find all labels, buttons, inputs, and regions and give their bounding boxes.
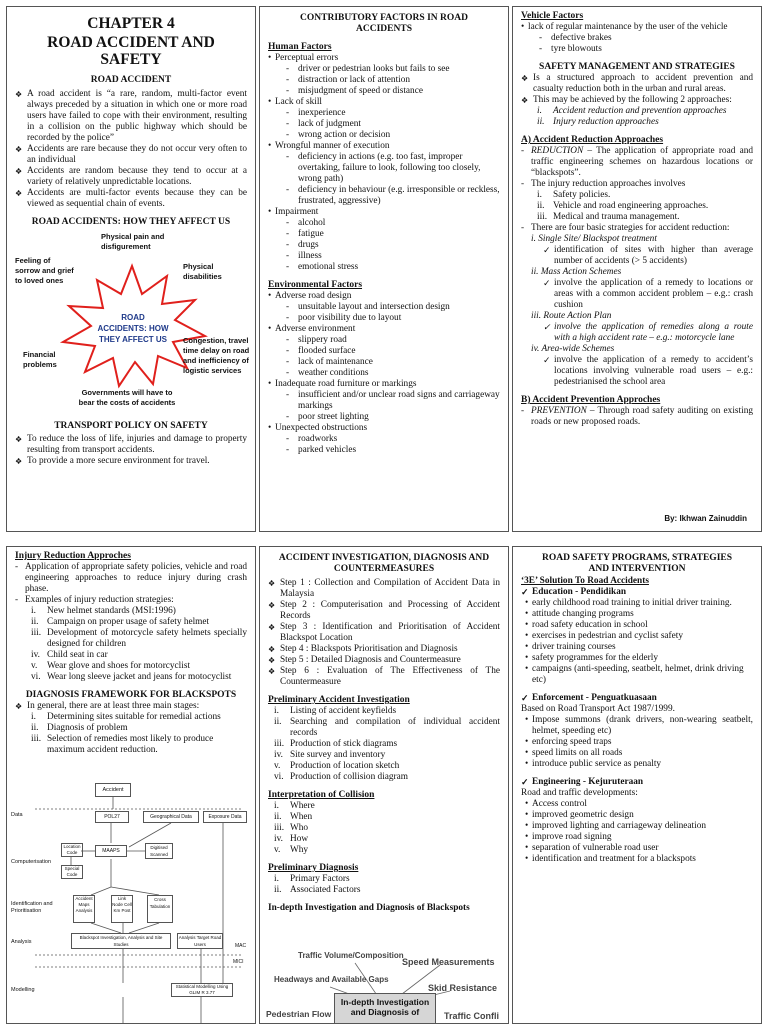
enforcement-lead: Based on Road Transport Act 1987/1999. <box>521 704 675 714</box>
list-item: - Examples of injury reduction strategies: <box>15 595 247 606</box>
policy-list <box>15 434 247 467</box>
list-item: • Impose summons (drank drivers, non-wearing seatbelt, helmet, speeding etc) <box>525 715 753 737</box>
list-item: ❖ Step 4 : Blackspots Prioritisation and Diagnosis <box>268 644 500 655</box>
list-item: - driver or pedestrian looks but fails to see <box>268 64 500 75</box>
list-item: • improved lighting and carriageway delineation <box>525 821 753 832</box>
list-item: • identification and treatment for a blackspots <box>525 854 753 865</box>
list-item: - REDUCTION – The application of appropriate road and traffic engineering schemes on hazardous locations or “blackspots”. <box>521 146 753 179</box>
list-item: ii. When <box>274 812 313 822</box>
list-item: - The injury reduction approaches involves <box>521 179 753 190</box>
list-item: - unsuitable layout and intersection design <box>268 302 500 313</box>
effect-sorrow: Feeling of sorrow and grief to loved ones <box>15 256 74 285</box>
list-item: • Lack of skill <box>268 97 500 108</box>
list-item: • improved geometric design <box>525 810 753 821</box>
list-item: ii. Injury reduction approaches <box>537 117 659 127</box>
flow-label-mici: MICI <box>233 959 244 965</box>
panel-safety-management <box>512 6 762 532</box>
accident-prevention-heading: B) Accident Prevention Approches <box>521 395 661 405</box>
list-item: • Wrongful manner of execution <box>268 141 500 152</box>
strategy-1: i. Single Site/ Blackspot treatment <box>531 234 657 244</box>
list-item: - parked vehicles <box>268 445 500 456</box>
list-item: iv. Site survey and inventory <box>274 750 386 760</box>
list-item: • Perceptual errors <box>268 53 500 64</box>
human-factors-heading: Human Factors <box>268 42 332 52</box>
preliminary-investigation-heading: Preliminary Accident Investigation <box>268 695 410 705</box>
list-item: • improve road signing <box>525 832 753 843</box>
list-item: ii. Vehicle and road engineering approaches. <box>537 201 709 211</box>
list-item: • early childhood road training to initial driver training. <box>525 598 753 609</box>
list-item: - PREVENTION – Through road safety auditing on existing roads or new proposed roads. <box>521 406 753 428</box>
indepth-heading: In-depth Investigation and Diagnosis of Blackspots <box>268 903 470 913</box>
list-item: ❖ To reduce the loss of life, injuries and damage to property resulting from transport accidents. <box>15 434 247 456</box>
list-item: • Adverse environment <box>268 324 500 335</box>
list-item: • Access control <box>525 799 753 810</box>
list-item: ii. Campaign on proper usage of safety helmet <box>31 617 210 627</box>
diagnosis-heading: DIAGNOSIS FRAMEWORK FOR BLACKSPOTS <box>25 690 237 700</box>
list-item: v. Why <box>274 845 309 855</box>
list-item: i. Listing of accident keyfields <box>274 706 397 716</box>
list-item: • speed limits on all roads <box>525 748 753 759</box>
preliminary-diagnosis-heading: Preliminary Diagnosis <box>268 863 359 873</box>
list-item: - deficiency in actions (e.g. too fast, improper overtaking, failure to look, following too closely, wrong path) <box>268 152 500 185</box>
flow-box-blackspot: Blackspot Investigation, Analysis and Site Studies <box>71 933 171 949</box>
effect-government: Governments will have to bear the costs of accidents <box>78 388 176 407</box>
list-item: iii. Selection of remedies most likely to produce maximum accident reduction. <box>31 734 214 755</box>
list-item: - distraction or lack of attention <box>268 75 500 86</box>
list-item: iv. How <box>274 834 309 844</box>
list-item: iii. Who <box>274 823 309 833</box>
diagram-pedestrian: Pedestrian Flow <box>266 1009 332 1019</box>
flow-box-accident-maps: Accident Maps Analysis <box>73 895 95 923</box>
list-item: • enforcing speed traps <box>525 737 753 748</box>
affect-heading: ROAD ACCIDENTS: HOW THEY AFFECT US <box>31 217 231 227</box>
flow-box-maaps: MAAPS <box>95 845 127 857</box>
list-item: ❖ Step 3 : Identification and Prioritisation of Accident Blackspot Location <box>268 622 500 644</box>
affect-diagram <box>15 232 250 417</box>
list-item: - alcohol <box>268 218 500 229</box>
list-item: - There are four basic strategies for accident reduction: <box>521 223 753 234</box>
list-item: ✓ Enforcement - Penguatkuasaan <box>521 693 753 704</box>
flow-label-modelling: Modelling <box>11 987 35 993</box>
author-signature: By: Ikhwan Zainuddin <box>664 514 747 523</box>
list-item: vi. Production of collision diagram <box>274 772 408 782</box>
list-item: • attitude changing programs <box>525 609 753 620</box>
list-item: • separation of vulnerable road user <box>525 843 753 854</box>
list-item: i. Where <box>274 801 315 811</box>
strategy-3: iii. Route Action Plan <box>531 311 612 321</box>
list-item: • lack of regular maintenance by the user of the vehicle <box>521 22 753 33</box>
diagram-traffic-volume: Traffic Volume/Composition <box>298 951 404 960</box>
strategy-4: iv. Area-wide Schemes <box>531 344 615 354</box>
effect-congestion: Congestion, travel time delay on road and inefficiency of logistic services <box>183 336 250 375</box>
list-item: - drugs <box>268 240 500 251</box>
list-item: ii. Associated Factors <box>274 885 361 895</box>
panel-accident-investigation <box>259 546 509 1024</box>
diagram-speed: Speed Measurements <box>402 957 495 967</box>
panel-contributory-factors <box>259 6 509 532</box>
list-item: - Application of appropriate safety policies, vehicle and road engineering approaches to reduce injury during crash phase. <box>15 562 247 595</box>
list-item: - weather conditions <box>268 368 500 379</box>
list-item: - wrong action or decision <box>268 130 500 141</box>
list-item: iii. Production of stick diagrams <box>274 739 398 749</box>
diagnosis-flowchart <box>11 783 251 1023</box>
list-item: ii. Diagnosis of problem <box>31 723 128 733</box>
list-item: - roadworks <box>268 434 500 445</box>
list-item: - lack of maintenance <box>268 357 500 368</box>
flow-box-link-node: Link Node Cell Km Post <box>111 895 133 923</box>
flow-box-location: Location Code <box>61 843 83 857</box>
list-item: iii. Medical and trauma management. <box>537 212 680 222</box>
list-item: - flooded surface <box>268 346 500 357</box>
injury-reduction-heading: Injury Reduction Approches <box>15 551 131 561</box>
list-item: v. Production of location sketch <box>274 761 400 771</box>
flow-box-geo: Geographical Data <box>143 811 199 823</box>
list-item: - misjudgment of speed or distance <box>268 86 500 97</box>
interpretation-heading: Interpretation of Collision <box>268 790 375 800</box>
star-label: ROAD ACCIDENTS: HOW THEY AFFECT US <box>97 313 169 344</box>
factors-heading: CONTRIBUTORY FACTORS IN ROAD ACCIDENTS <box>300 13 468 34</box>
diagram-center-box: In-depth Investigation and Diagnosis of <box>334 993 436 1024</box>
list-item: i. Safety policies. <box>537 190 611 200</box>
list-item: ✓ Engineering - Kejuruteraan <box>521 777 753 788</box>
list-item: vi. Wear long sleeve jacket and jeans for motocyclist <box>31 672 232 682</box>
list-item: ❖ Step 2 : Computerisation and Processing of Accident Records <box>268 600 500 622</box>
list-item: - poor street lighting <box>268 412 500 423</box>
list-item: ❖ Accidents are multi-factor events because they can be viewed as sequential chain of events. <box>15 188 247 210</box>
flow-label-data: Data <box>11 812 23 818</box>
investigation-heading: ACCIDENT INVESTIGATION, DIAGNOSIS AND COUNTERMEASURES <box>278 553 490 574</box>
list-item: ❖ Is a structured approach to accident prevention and casualty reduction both in the urban and rural areas. <box>521 73 753 95</box>
list-item: - defective brakes <box>521 33 753 44</box>
vehicle-factors-heading: Vehicle Factors <box>521 11 584 21</box>
list-item: • Unexpected obstructions <box>268 423 500 434</box>
flow-box-special: Special Code <box>61 865 83 879</box>
flow-box-digitised: Digitised Scanned <box>145 843 173 859</box>
flow-label-computerisation: Computerisation <box>11 859 52 865</box>
effect-financial: Financial problems <box>23 350 57 369</box>
flow-box-cross: Cross Tabulation <box>147 895 173 923</box>
list-item: • driver training courses <box>525 642 753 653</box>
list-item: ❖ In general, there are at least three main stages: <box>15 701 247 712</box>
list-item: ❖ Accidents are rare because they do not occur very often to an individual <box>15 144 247 166</box>
road-accident-heading: ROAD ACCIDENT <box>90 75 172 85</box>
list-item: ✓ identification of sites with higher than average number of accidents (> 5 accidents) <box>543 245 753 267</box>
list-item: ii. Searching and compilation of individual accident records <box>274 717 500 738</box>
list-item: • Adverse road design <box>268 291 500 302</box>
policy-heading: TRANSPORT POLICY ON SAFETY <box>54 421 208 431</box>
environmental-factors-heading: Environmental Factors <box>268 280 363 290</box>
list-item: • Impairment <box>268 207 500 218</box>
diagram-skid: Skid Resistance <box>428 983 498 993</box>
flow-box-target: Analysis Target Road Users <box>178 935 222 947</box>
list-item: - tyre blowouts <box>521 44 753 55</box>
accident-reduction-heading: A) Accident Reduction Approaches <box>521 135 664 145</box>
list-item: - slippery road <box>268 335 500 346</box>
flow-box-accident: Accident <box>95 783 131 797</box>
list-item: i. Determining sites suitable for remedial actions <box>31 712 221 722</box>
three-e-heading: ‘3E’ Solution To Road Accidents <box>521 576 649 586</box>
list-item: • campaigns (anti-speeding, seatbelt, helmet, drink driving etc) <box>525 664 753 686</box>
list-item: i. Primary Factors <box>274 874 350 884</box>
list-item: ❖ A road accident is “a rare, random, multi-factor event always preceded by a situation in which one or more road users have failed to cope with their environment, resulting in a collision on the public highway which should be recorded by the police” <box>15 89 247 144</box>
list-item: ❖ Step 6 : Evaluation of The Effectiveness of The Countermeasure <box>268 666 500 688</box>
list-item: iv. Child seat in car <box>31 650 108 660</box>
list-item: i. Accident reduction and prevention approaches <box>537 106 727 116</box>
panel-road-accident <box>6 6 256 532</box>
effect-disabilities: Physical disabilities <box>183 262 222 281</box>
panel-injury-reduction <box>6 546 256 1024</box>
diagram-traffic-conflict: Traffic Confli <box>444 1011 500 1021</box>
list-item: • road safety education in school <box>525 620 753 631</box>
chapter-title: ROAD ACCIDENT AND SAFETY <box>47 34 215 68</box>
list-item: • safety programmes for the elderly <box>525 653 753 664</box>
list-item: i. New helmet standards (MSI:1996) <box>31 606 176 616</box>
flow-label-mac: MAC <box>235 943 247 949</box>
strategy-2: ii. Mass Action Schemes <box>531 267 622 277</box>
list-item: • introduce public service as penalty <box>525 759 753 770</box>
indepth-diagram <box>260 949 509 1024</box>
flow-label-analysis: Analysis <box>11 939 32 945</box>
list-item: • exercises in pedestrian and cyclist safety <box>525 631 753 642</box>
definition-list <box>15 89 247 210</box>
list-item: - fatigue <box>268 229 500 240</box>
list-item: iii. Development of motorcycle safety helmets specially designed for children <box>31 628 247 649</box>
list-item: ✓ involve the application of remedies along a route with a high accident rate – e.g.: motorcycle lane <box>543 322 753 344</box>
programs-heading: ROAD SAFETY PROGRAMS, STRATEGIES AND INTERVENTION <box>541 553 733 574</box>
diagram-headways: Headways and Available Gaps <box>274 975 389 984</box>
list-item: - poor visibility due to layout <box>268 313 500 324</box>
list-item: ❖ Accidents are random because they tend to occur at a variety of relatively unpredictable locations. <box>15 166 247 188</box>
list-item: ❖ This may be achieved by the following 2 approaches: <box>521 95 753 106</box>
flow-box-pol27: POL27 <box>95 811 129 823</box>
list-item: - inexperience <box>268 108 500 119</box>
list-item: - emotional stress <box>268 262 500 273</box>
list-item: ❖ Step 5 : Detailed Diagnosis and Countermeasure <box>268 655 500 666</box>
panel-road-safety-programs <box>512 546 762 1024</box>
list-item: - illness <box>268 251 500 262</box>
list-item: ❖ Step 1 : Collection and Compilation of Accident Data in Malaysia <box>268 578 500 600</box>
list-item: - insufficient and/or unclear road signs and carriageway markings <box>268 390 500 412</box>
list-item: ❖ To provide a more secure environment for travel. <box>15 456 247 467</box>
flow-box-statistical: Statistical Modelling Using GLIM R 3.77 <box>171 983 233 997</box>
list-item: ✓ involve the application of a remedy to locations or areas with a common accident problem – e.g.: crash cushion <box>543 278 753 311</box>
list-item: • Inadequate road furniture or markings <box>268 379 500 390</box>
list-item: - deficiency in behaviour (e.g. irresponsible or reckless, frustrated, aggressive) <box>268 185 500 207</box>
list-item: ✓ involve the application of a remedy to accident’s locations involving vulnerable road users – e.g.: pedestrianised the school area <box>543 355 753 388</box>
chapter-number: CHAPTER 4 <box>87 15 175 32</box>
effect-pain: Physical pain and disfigurement <box>101 232 165 251</box>
flow-label-identification: Identification and Prioritisation <box>11 901 53 914</box>
engineering-lead: Road and traffic developments: <box>521 788 638 798</box>
flow-box-exposure: Exposure Data <box>203 811 247 823</box>
list-item: v. Wear glove and shoes for motorcyclist <box>31 661 191 671</box>
list-item: ✓ Education - Pendidikan <box>521 587 753 598</box>
safety-management-heading: SAFETY MANAGEMENT AND STRATEGIES <box>539 62 735 72</box>
list-item: - lack of judgment <box>268 119 500 130</box>
